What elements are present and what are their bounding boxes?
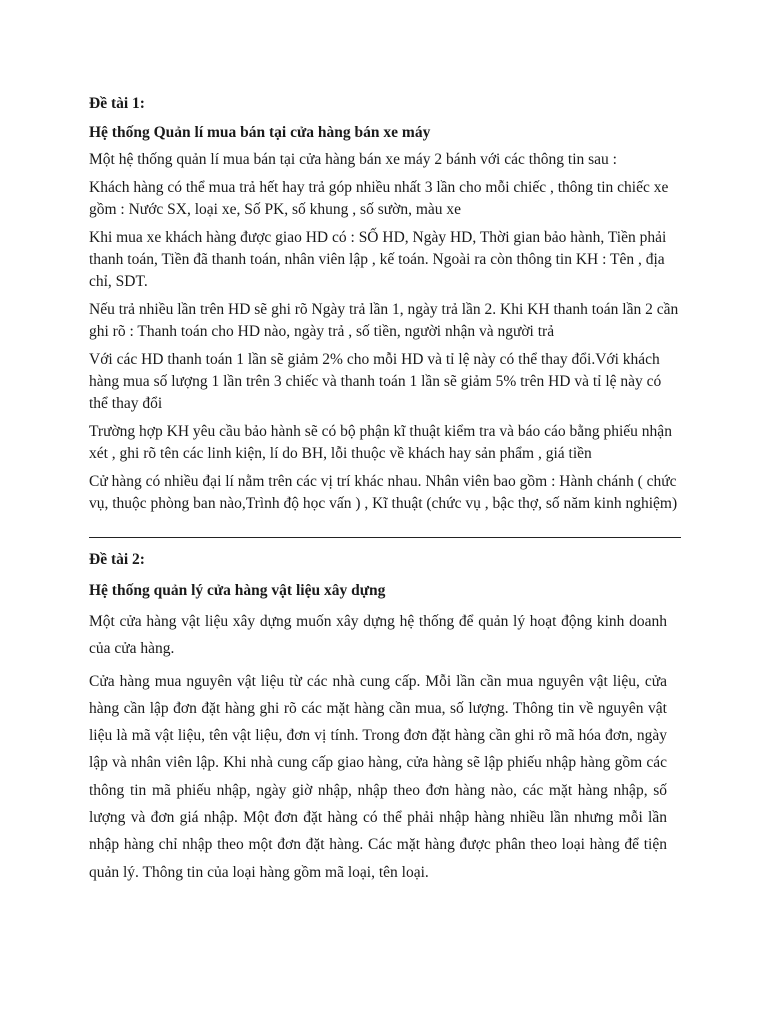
topic-1-paragraph: Nếu trả nhiều lần trên HD sẽ ghi rõ Ngày trả lần 1, ngày trả lần 2. Khi KH thanh toán lần 2 cần ghi rõ : Thanh toán cho HD nào, ngày trả , số tiền, người nhận và người trả xyxy=(89,301,679,340)
topic-2-section xyxy=(89,549,667,886)
topic-2-heading: Đề tài 2: xyxy=(89,551,145,568)
topic-1-heading: Đề tài 1: xyxy=(89,95,145,112)
topic-2-paragraph: Cửa hàng mua nguyên vật liệu từ các nhà cung cấp. Mỗi lần cần mua nguyên vật liệu, cửa hàng cần lập đơn đặt hàng ghi rõ các mặt hàng cần mua, số lượng. Thông tin về nguyên vật liệu là mã vật liệu, tên vật liệu, đơn vị tính. Trong đơn đặt hàng cần ghi rõ mã hóa đơn, ngày lập và nhân viên lập. Khi nhà cung cấp giao hàng, cửa hàng sẽ lập phiếu nhập hàng gồm các thông tin mã phiếu nhập, ngày giờ nhập, nhập theo đơn hàng nào, các mặt hàng nhập, số lượng và đơn giá nhập. Một đơn đặt hàng có thể phải nhập hàng nhiều lần nhưng mỗi lần nhập hàng chỉ nhập theo một đơn đặt hàng. Các mặt hàng được phân theo loại hàng để tiện quản lý. Thông tin của loại hàng gồm mã loại, tên loại. xyxy=(89,672,667,881)
topic-1-paragraph: Khách hàng có thể mua trả hết hay trả góp nhiều nhất 3 lần cho mỗi chiếc , thông tin chiếc xe gồm : Nước SX, loại xe, Số PK, số khung , số sườn, màu xe xyxy=(89,179,669,218)
topic-1-paragraph: Khi mua xe khách hàng được giao HD có : SỐ HD, Ngày HD, Thời gian bảo hành, Tiền phải thanh toán, Tiền đã thanh toán, nhân viên lập , kế toán. Ngoài ra còn thông tin KH : Tên , địa chỉ, SDT. xyxy=(89,229,667,290)
topic-1-section xyxy=(89,93,681,515)
topic-1-title: Hệ thống Quản lí mua bán tại cửa hàng bán xe máy xyxy=(89,124,431,141)
topic-1-paragraph: Cử hàng có nhiều đại lí nằm trên các vị trí khác nhau. Nhân viên bao gồm : Hành chánh ( chức vụ, thuộc phòng ban nào,Trình độ học vấn ) , Kĩ thuật (chức vụ , bậc thợ, số năm kinh nghiệm) xyxy=(89,473,678,512)
section-divider xyxy=(89,537,681,538)
topic-1-paragraph: Một hệ thống quản lí mua bán tại cửa hàng bán xe máy 2 bánh với các thông tin sau : xyxy=(89,151,617,168)
topic-2-title: Hệ thống quản lý cửa hàng vật liệu xây dựng xyxy=(89,582,386,599)
topic-1-paragraph: Với các HD thanh toán 1 lần sẽ giảm 2% cho mỗi HD và tỉ lệ này có thể thay đổi.Với khách hàng mua số lượng 1 lần trên 3 chiếc và thanh toán 1 lần sẽ giảm 5% trên HD và tỉ lệ này có thể thay đổi xyxy=(89,351,662,412)
topic-1-paragraph: Trường hợp KH yêu cầu bảo hành sẽ có bộ phận kĩ thuật kiểm tra và báo cáo bằng phiếu nhận xét , ghi rõ tên các linh kiện, lí do BH, lỗi thuộc về khách hay sản phẩm , giá tiền xyxy=(89,423,672,462)
topic-2-paragraph: Một cửa hàng vật liệu xây dựng muốn xây dựng hệ thống để quản lý hoạt động kinh doanh của cửa hàng. xyxy=(89,613,667,658)
